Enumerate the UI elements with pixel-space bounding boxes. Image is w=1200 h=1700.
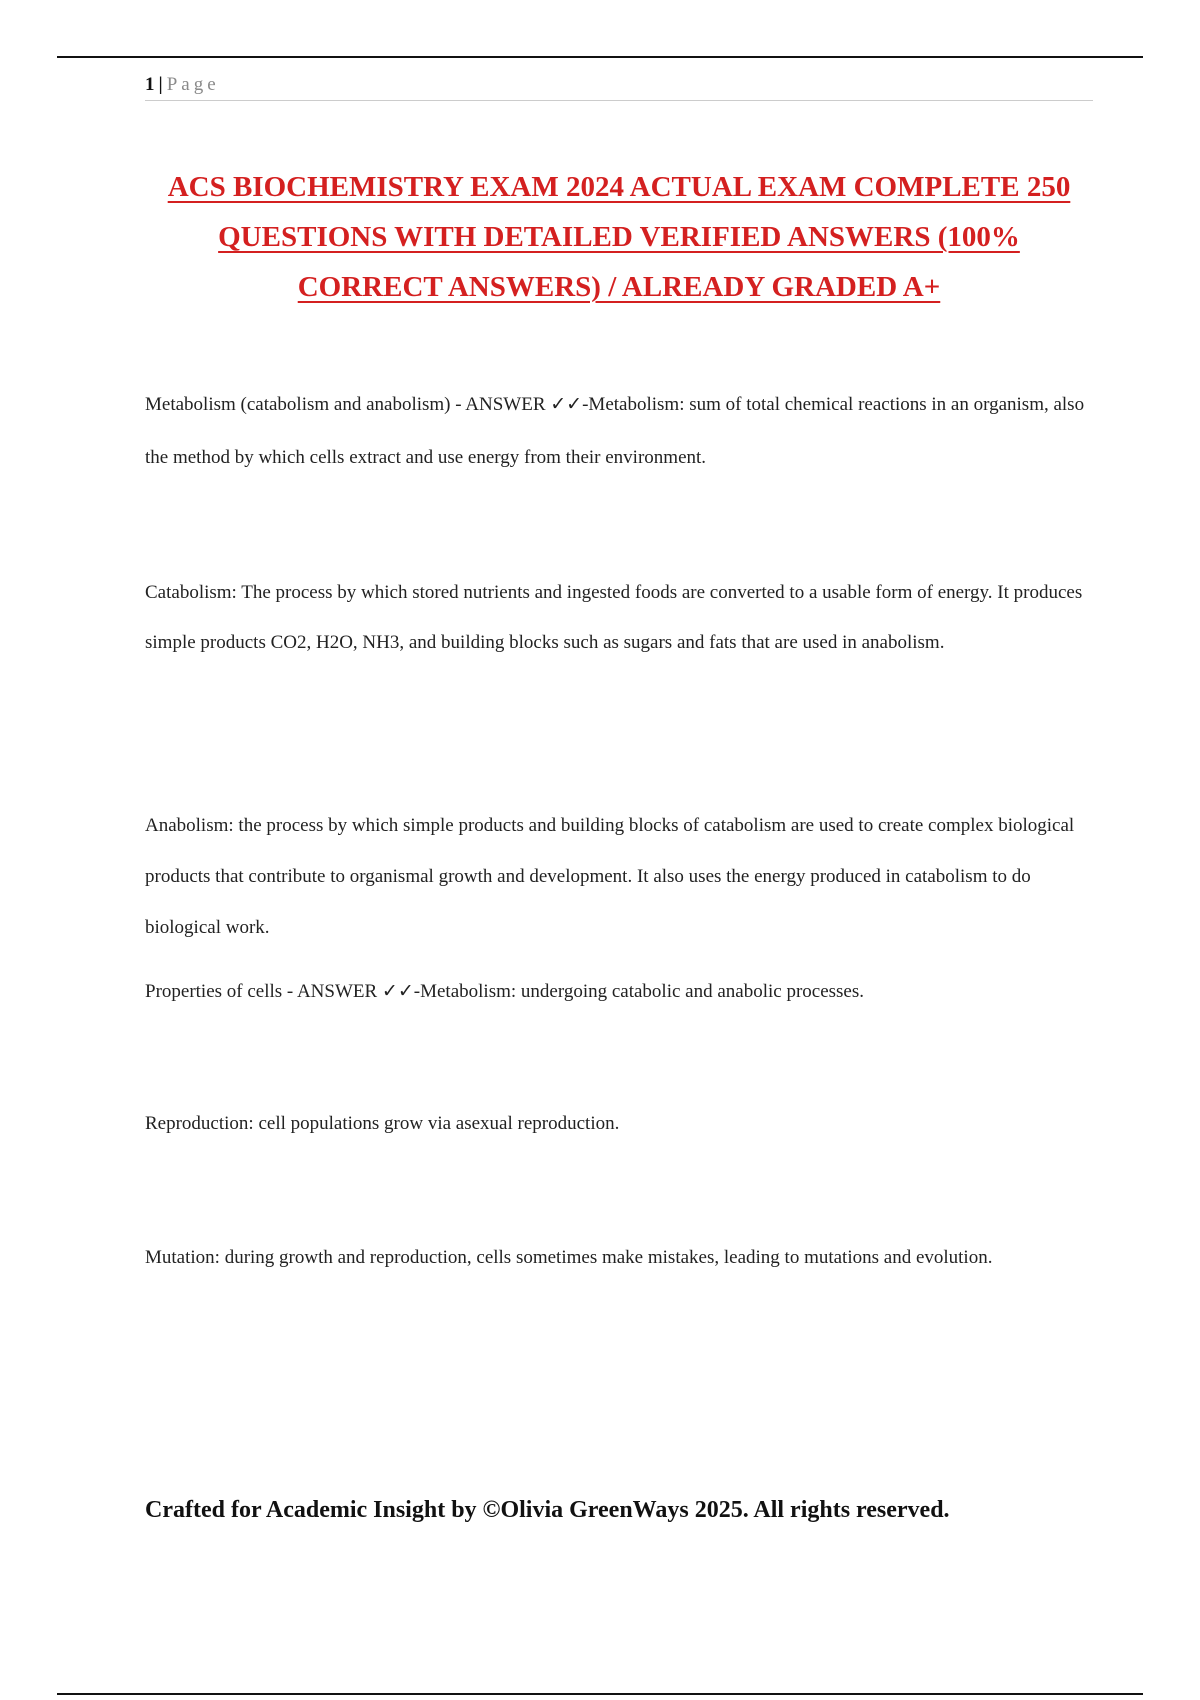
page-separator: | bbox=[158, 74, 163, 95]
paragraph-anabolism: Anabolism: the process by which simple products and building blocks of catabolism are used to create complex biological products that contribute to organismal growth and development. It also uses the energy produced in catabolism to do biological work. bbox=[145, 815, 1075, 938]
paragraph-properties-of-cells: Properties of cells - ANSWER ✓✓-Metabolism: undergoing catabolic and anabolic processes. bbox=[145, 981, 865, 1002]
page-header bbox=[145, 72, 1093, 101]
bottom-rule bbox=[57, 1693, 1143, 1695]
paragraph-mutation: Mutation: during growth and reproduction, cells sometimes make mistakes, leading to mutations and evolution. bbox=[145, 1247, 993, 1268]
paragraph-metabolism: Metabolism (catabolism and anabolism) - ANSWER ✓✓-Metabolism: sum of total chemical reactions in an organism, also the method by which cells extract and use energy from their environment. bbox=[145, 394, 1085, 468]
copyright-credit: Crafted for Academic Insight by ©Olivia GreenWays 2025. All rights reserved. bbox=[145, 1497, 950, 1523]
title-line-1: ACS BIOCHEMISTRY EXAM 2024 ACTUAL EXAM COMPLETE 250 bbox=[167, 171, 1071, 203]
title-line-2: QUESTIONS WITH DETAILED VERIFIED ANSWERS (100% bbox=[218, 221, 1020, 253]
document-title bbox=[145, 162, 1093, 312]
page-label: Page bbox=[166, 74, 220, 95]
paragraph-reproduction: Reproduction: cell populations grow via asexual reproduction. bbox=[145, 1113, 620, 1134]
paragraph-catabolism: Catabolism: The process by which stored nutrients and ingested foods are converted to a usable form of energy. It produces simple products CO2, H2O, NH3, and building blocks such as sugars and fats that are used in anabolism. bbox=[145, 582, 1083, 653]
title-line-3: CORRECT ANSWERS) / ALREADY GRADED A+ bbox=[297, 271, 941, 303]
page-number: 1 bbox=[145, 74, 155, 95]
top-rule bbox=[57, 56, 1143, 58]
